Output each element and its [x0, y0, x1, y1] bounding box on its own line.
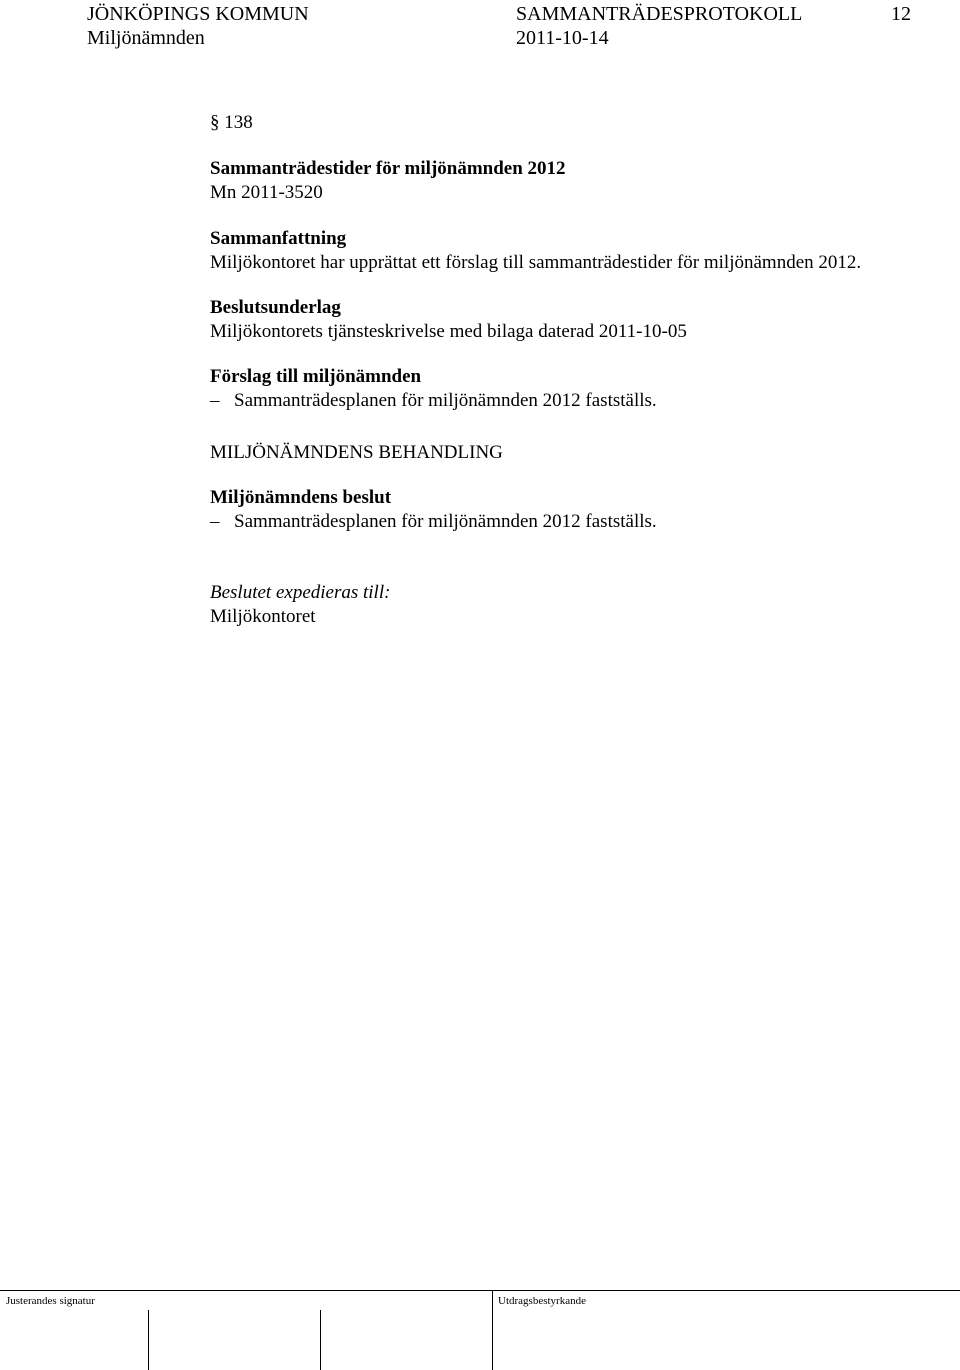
decision-item: Sammanträdesplanen för miljönämnden 2012 fastställs. — [234, 511, 657, 532]
dispatch-recipient: Miljökontoret — [210, 606, 316, 627]
protocol-title: SAMMANTRÄDESPROTOKOLL — [516, 3, 803, 25]
page-number: 12 — [891, 3, 911, 25]
case-number: Mn 2011-3520 — [210, 182, 323, 203]
committee-name: Miljönämnden — [87, 27, 205, 49]
basis-heading: Beslutsunderlag — [210, 297, 341, 318]
basis-text: Miljökontorets tjänsteskrivelse med bilaga daterad 2011-10-05 — [210, 321, 687, 342]
paragraph-number: § 138 — [210, 112, 253, 133]
certification-label: Utdragsbestyrkande — [498, 1295, 586, 1307]
handling-heading: MILJÖNÄMNDENS BEHANDLING — [210, 442, 503, 463]
dispatch-heading: Beslutet expedieras till: — [210, 582, 391, 603]
section-title: Sammanträdestider för miljönämnden 2012 — [210, 158, 566, 179]
proposal-dash: – — [210, 390, 220, 411]
summary-text: Miljökontoret har upprättat ett förslag till sammanträdestider för miljönämnden 2012. — [210, 252, 862, 273]
footer-top-rule — [0, 1290, 960, 1291]
signature-label: Justerandes signatur — [6, 1295, 95, 1307]
footer-column-divider — [492, 1290, 493, 1370]
signature-divider-2 — [320, 1310, 321, 1370]
decision-dash: – — [210, 511, 220, 532]
proposal-heading: Förslag till miljönämnden — [210, 366, 422, 387]
signature-divider-1 — [148, 1310, 149, 1370]
summary-heading: Sammanfattning — [210, 228, 347, 249]
proposal-item: Sammanträdesplanen för miljönämnden 2012 fastställs. — [234, 390, 657, 411]
organization-name: JÖNKÖPINGS KOMMUN — [87, 3, 309, 25]
meeting-date: 2011-10-14 — [516, 27, 609, 49]
decision-heading: Miljönämndens beslut — [210, 487, 392, 508]
